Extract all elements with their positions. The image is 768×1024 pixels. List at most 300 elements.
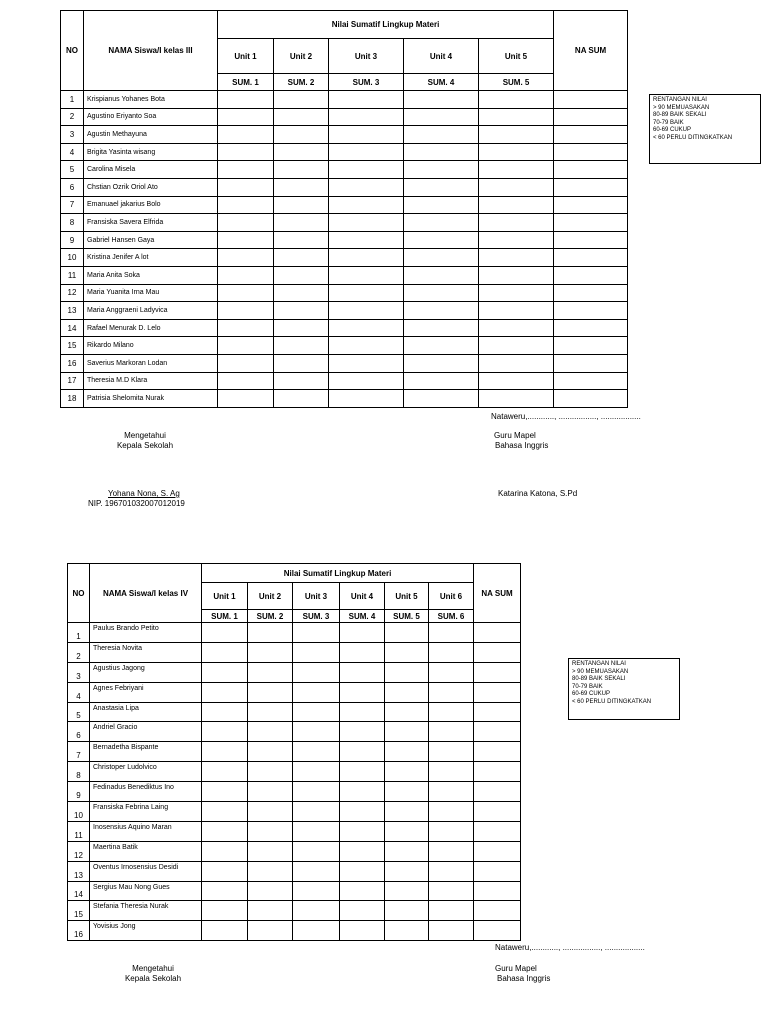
na-sum-cell — [554, 284, 628, 302]
score-cell — [248, 702, 293, 722]
table-row — [61, 178, 628, 196]
score-cell — [479, 214, 554, 232]
col-header-no: NO — [68, 564, 90, 623]
score-cell — [404, 161, 479, 179]
col-header-na-sum: NA SUM — [554, 11, 628, 91]
student-name: Fedinadus Benediktus Ino — [90, 782, 202, 802]
score-cell — [202, 921, 248, 941]
score-cell — [329, 91, 404, 109]
score-cell — [404, 354, 479, 372]
score-cell — [340, 662, 385, 682]
na-sum-cell — [474, 921, 521, 941]
na-sum-cell — [474, 702, 521, 722]
student-name: Sergius Mau Nong Gues — [90, 881, 202, 901]
na-sum-cell — [554, 266, 628, 284]
na-sum-cell — [554, 231, 628, 249]
score-cell — [202, 623, 248, 643]
score-cell — [293, 921, 340, 941]
na-sum-cell — [554, 126, 628, 144]
na-sum-cell — [474, 782, 521, 802]
table-row — [68, 722, 521, 742]
score-cell — [248, 682, 293, 702]
score-cell — [340, 742, 385, 762]
score-cell — [329, 302, 404, 320]
table-row — [68, 861, 521, 881]
score-range-legend — [649, 94, 761, 164]
table-row — [61, 161, 628, 179]
score-cell — [385, 841, 429, 861]
col-header-sum: SUM. 3 — [293, 610, 340, 623]
row-number: 6 — [68, 722, 90, 742]
table-row — [61, 390, 628, 408]
score-cell — [329, 231, 404, 249]
na-sum-cell — [474, 861, 521, 881]
score-cell — [248, 881, 293, 901]
student-name: Rafael Menurak D. Lelo — [84, 319, 218, 337]
score-cell — [218, 266, 274, 284]
score-cell — [340, 861, 385, 881]
score-cell — [404, 91, 479, 109]
signature-left-title-2: Kepala Sekolah — [116, 441, 174, 450]
score-cell — [385, 921, 429, 941]
legend-line: 60-69 CUKUP — [653, 127, 692, 133]
score-cell — [274, 196, 329, 214]
table-row — [68, 782, 521, 802]
na-sum-cell — [474, 841, 521, 861]
table-row — [61, 214, 628, 232]
student-name: Oventus Irnosensius Desidi — [90, 861, 202, 881]
table-row — [68, 921, 521, 941]
score-cell — [429, 861, 474, 881]
score-cell — [429, 921, 474, 941]
score-cell — [385, 861, 429, 881]
signature-right-title-1: Guru Mapel — [495, 964, 537, 973]
score-cell — [293, 742, 340, 762]
col-header-student-name: NAMA Siswa/I kelas IV — [90, 564, 202, 623]
student-name: Andriel Gracio — [90, 722, 202, 742]
score-cell — [329, 319, 404, 337]
student-name: Fransiska Savera Elfrida — [84, 214, 218, 232]
na-sum-cell — [474, 802, 521, 822]
score-cell — [202, 642, 248, 662]
row-number: 2 — [68, 642, 90, 662]
row-number: 16 — [68, 921, 90, 941]
score-cell — [218, 91, 274, 109]
score-cell — [429, 762, 474, 782]
student-name: Rikardo Milano — [84, 337, 218, 355]
row-number: 2 — [61, 108, 84, 126]
col-header-unit: Unit 5 — [385, 583, 429, 610]
row-number: 15 — [61, 337, 84, 355]
na-sum-cell — [554, 178, 628, 196]
score-cell — [248, 921, 293, 941]
score-cell — [274, 91, 329, 109]
score-cell — [202, 901, 248, 921]
score-cell — [202, 662, 248, 682]
score-cell — [293, 642, 340, 662]
score-cell — [340, 841, 385, 861]
row-number: 10 — [68, 802, 90, 822]
signature-right-title-2: Bahasa Inggris — [497, 974, 551, 983]
score-cell — [340, 782, 385, 802]
score-cell — [274, 126, 329, 144]
score-cell — [329, 126, 404, 144]
row-number: 4 — [61, 143, 84, 161]
legend-line: > 90 MEMUASAKAN — [653, 104, 710, 111]
na-sum-cell — [554, 390, 628, 408]
student-name: Yovisius Jong — [90, 921, 202, 941]
score-cell — [385, 762, 429, 782]
na-sum-cell — [474, 881, 521, 901]
score-cell — [248, 623, 293, 643]
student-name: Theresia Novita — [90, 642, 202, 662]
legend-line: < 60 PERLU DITINGKATKAN — [572, 698, 652, 705]
na-sum-cell — [474, 742, 521, 762]
legend-line: RENTANGAN NILAI — [653, 97, 707, 103]
student-name: Maria Anggraeni Ladyvica — [84, 302, 218, 320]
table-row — [68, 881, 521, 901]
row-number: 18 — [61, 390, 84, 408]
na-sum-cell — [554, 161, 628, 179]
col-header-sum: SUM. 3 — [329, 74, 404, 91]
na-sum-cell — [554, 302, 628, 320]
student-name: Agustius Jagong — [90, 662, 202, 682]
score-cell — [340, 722, 385, 742]
signature-left-title — [108, 964, 198, 984]
table-row — [68, 802, 521, 822]
score-cell — [293, 662, 340, 682]
score-cell — [479, 178, 554, 196]
student-name: Saverius Markoran Lodan — [84, 354, 218, 372]
score-cell — [218, 390, 274, 408]
score-cell — [202, 722, 248, 742]
col-header-sum: SUM. 4 — [404, 74, 479, 91]
score-cell — [248, 722, 293, 742]
score-cell — [404, 143, 479, 161]
score-cell — [429, 782, 474, 802]
student-name: Agnes Febriyani — [90, 682, 202, 702]
score-cell — [274, 231, 329, 249]
student-name: Maria Anita Soka — [84, 266, 218, 284]
table-row — [61, 337, 628, 355]
score-cell — [329, 196, 404, 214]
score-cell — [274, 266, 329, 284]
col-header-group: Nilai Sumatif Lingkup Materi — [202, 564, 474, 583]
row-number: 1 — [68, 623, 90, 643]
score-cell — [404, 178, 479, 196]
score-cell — [479, 161, 554, 179]
table-row — [61, 108, 628, 126]
score-cell — [274, 390, 329, 408]
na-sum-cell — [474, 682, 521, 702]
row-number: 6 — [61, 178, 84, 196]
score-cell — [340, 702, 385, 722]
score-cell — [218, 284, 274, 302]
table-row — [61, 372, 628, 390]
score-cell — [274, 372, 329, 390]
col-header-sum: SUM. 5 — [385, 610, 429, 623]
score-cell — [404, 126, 479, 144]
na-sum-cell — [474, 722, 521, 742]
score-cell — [429, 642, 474, 662]
score-cell — [293, 782, 340, 802]
na-sum-cell — [554, 249, 628, 267]
score-cell — [248, 742, 293, 762]
score-cell — [479, 337, 554, 355]
col-header-student-name: NAMA Siswa/I kelas III — [84, 11, 218, 91]
row-number: 5 — [68, 702, 90, 722]
score-cell — [329, 354, 404, 372]
row-number: 12 — [68, 841, 90, 861]
legend-line: < 60 PERLU DITINGKATKAN — [653, 134, 733, 141]
score-cell — [340, 921, 385, 941]
na-sum-cell — [474, 662, 521, 682]
col-header-sum: SUM. 4 — [340, 610, 385, 623]
score-cell — [340, 901, 385, 921]
row-number: 3 — [68, 662, 90, 682]
score-cell — [479, 390, 554, 408]
score-cell — [479, 126, 554, 144]
student-name: Chstian Ozrik Oriol Ato — [84, 178, 218, 196]
table-row — [68, 901, 521, 921]
score-cell — [329, 372, 404, 390]
score-cell — [479, 284, 554, 302]
row-number: 8 — [61, 214, 84, 232]
na-sum-cell — [554, 319, 628, 337]
score-cell — [329, 284, 404, 302]
score-cell — [218, 249, 274, 267]
table-row — [61, 354, 628, 372]
score-cell — [429, 722, 474, 742]
score-cell — [248, 762, 293, 782]
score-cell — [218, 231, 274, 249]
score-cell — [293, 821, 340, 841]
score-cell — [479, 108, 554, 126]
row-number: 15 — [68, 901, 90, 921]
score-cell — [293, 802, 340, 822]
student-name: Christoper Ludolvico — [90, 762, 202, 782]
row-number: 14 — [61, 319, 84, 337]
score-cell — [202, 702, 248, 722]
score-cell — [385, 881, 429, 901]
score-cell — [202, 821, 248, 841]
student-name: Gabriel Hansen Gaya — [84, 231, 218, 249]
score-cell — [404, 196, 479, 214]
row-number: 1 — [61, 91, 84, 109]
row-number: 14 — [68, 881, 90, 901]
score-cell — [404, 284, 479, 302]
score-cell — [340, 881, 385, 901]
signature-right-title-2: Bahasa Inggris — [495, 441, 549, 450]
table-row — [61, 302, 628, 320]
place-date-line: Nataweru,............, ................., .................. — [495, 943, 645, 952]
score-cell — [248, 802, 293, 822]
row-number: 17 — [61, 372, 84, 390]
score-cell — [404, 231, 479, 249]
score-cell — [248, 662, 293, 682]
teacher-name: Katarina Katona, S.Pd — [498, 489, 578, 498]
table-row — [61, 249, 628, 267]
row-number: 9 — [68, 782, 90, 802]
score-cell — [202, 881, 248, 901]
score-cell — [329, 266, 404, 284]
score-cell — [479, 372, 554, 390]
signature-left-block — [88, 489, 185, 509]
score-cell — [248, 841, 293, 861]
score-cell — [274, 214, 329, 232]
col-header-sum: SUM. 2 — [274, 74, 329, 91]
score-cell — [293, 861, 340, 881]
score-cell — [404, 372, 479, 390]
student-name: Carolina Misela — [84, 161, 218, 179]
score-cell — [404, 337, 479, 355]
col-header-unit: Unit 1 — [202, 583, 248, 610]
score-cell — [293, 623, 340, 643]
table-row — [68, 623, 521, 643]
score-cell — [202, 861, 248, 881]
score-cell — [274, 161, 329, 179]
score-cell — [218, 354, 274, 372]
signature-left-title-1: Mengetahui — [132, 964, 174, 973]
score-cell — [218, 337, 274, 355]
na-sum-cell — [474, 821, 521, 841]
score-cell — [385, 722, 429, 742]
student-name: Brigita Yasinta wisang — [84, 143, 218, 161]
score-cell — [218, 302, 274, 320]
col-header-unit: Unit 1 — [218, 39, 274, 74]
table-row — [68, 642, 521, 662]
grade-table-class-4 — [67, 563, 521, 941]
score-cell — [429, 821, 474, 841]
score-cell — [274, 302, 329, 320]
student-name: Theresia M.D Klara — [84, 372, 218, 390]
score-cell — [385, 901, 429, 921]
score-cell — [385, 642, 429, 662]
score-cell — [340, 821, 385, 841]
score-cell — [385, 742, 429, 762]
score-cell — [385, 623, 429, 643]
score-cell — [479, 231, 554, 249]
headmaster-nip: NIP. 196701032007012019 — [88, 499, 185, 508]
table-row — [68, 742, 521, 762]
score-cell — [293, 901, 340, 921]
score-cell — [429, 682, 474, 702]
score-cell — [479, 302, 554, 320]
student-name: Anastasia Lipa — [90, 702, 202, 722]
score-cell — [329, 178, 404, 196]
score-cell — [429, 623, 474, 643]
col-header-unit: Unit 6 — [429, 583, 474, 610]
score-cell — [329, 143, 404, 161]
student-name: Maria Yuanita Irna Mau — [84, 284, 218, 302]
table-row — [61, 231, 628, 249]
student-name: Emanuael jakarius Bolo — [84, 196, 218, 214]
score-cell — [329, 108, 404, 126]
score-cell — [248, 821, 293, 841]
score-cell — [329, 161, 404, 179]
col-header-na-sum: NA SUM — [474, 564, 521, 623]
signature-right-title-1: Guru Mapel — [494, 431, 536, 440]
col-header-unit: Unit 4 — [340, 583, 385, 610]
row-number: 11 — [68, 821, 90, 841]
student-name: Inosensius Aquino Maran — [90, 821, 202, 841]
score-cell — [340, 762, 385, 782]
score-cell — [274, 143, 329, 161]
score-cell — [429, 662, 474, 682]
score-cell — [248, 642, 293, 662]
col-header-sum: SUM. 1 — [202, 610, 248, 623]
row-number: 4 — [68, 682, 90, 702]
signature-left-title-2: Kepala Sekolah — [124, 974, 182, 983]
score-cell — [429, 881, 474, 901]
score-cell — [274, 284, 329, 302]
na-sum-cell — [554, 214, 628, 232]
score-cell — [340, 642, 385, 662]
score-cell — [274, 108, 329, 126]
table-row — [68, 682, 521, 702]
table-row — [61, 196, 628, 214]
row-number: 7 — [61, 196, 84, 214]
score-cell — [274, 249, 329, 267]
row-number: 7 — [68, 742, 90, 762]
signature-left-title — [100, 431, 190, 451]
col-header-unit: Unit 2 — [274, 39, 329, 74]
score-cell — [202, 802, 248, 822]
table-row — [61, 284, 628, 302]
grade-table-class-3 — [60, 10, 628, 408]
score-cell — [404, 266, 479, 284]
row-number: 12 — [61, 284, 84, 302]
place-date-line: Nataweru,............, ................., .................. — [491, 412, 641, 421]
col-header-no: NO — [61, 11, 84, 91]
na-sum-cell — [554, 337, 628, 355]
score-cell — [293, 722, 340, 742]
score-cell — [293, 682, 340, 702]
score-cell — [329, 249, 404, 267]
col-header-group: Nilai Sumatif Lingkup Materi — [218, 11, 554, 39]
score-cell — [202, 762, 248, 782]
student-name: Agustin Methayuna — [84, 126, 218, 144]
na-sum-cell — [554, 143, 628, 161]
score-cell — [218, 161, 274, 179]
score-cell — [248, 861, 293, 881]
na-sum-cell — [554, 108, 628, 126]
score-cell — [218, 214, 274, 232]
legend-line: > 90 MEMUASAKAN — [572, 668, 629, 675]
score-cell — [429, 841, 474, 861]
legend-line: RENTANGAN NILAI — [572, 661, 626, 667]
table-row — [68, 762, 521, 782]
student-name: Fransiska Febrina Laing — [90, 802, 202, 822]
score-cell — [248, 782, 293, 802]
headmaster-name: Yohana Nona, S. Ag — [108, 489, 180, 498]
score-cell — [274, 319, 329, 337]
score-cell — [329, 390, 404, 408]
table-row — [61, 319, 628, 337]
col-header-unit: Unit 2 — [248, 583, 293, 610]
col-header-unit: Unit 3 — [293, 583, 340, 610]
score-cell — [385, 821, 429, 841]
score-cell — [202, 782, 248, 802]
row-number: 3 — [61, 126, 84, 144]
col-header-sum: SUM. 1 — [218, 74, 274, 91]
student-name: Krispianus Yohanes Bota — [84, 91, 218, 109]
score-cell — [429, 742, 474, 762]
row-number: 11 — [61, 266, 84, 284]
score-cell — [479, 319, 554, 337]
score-cell — [385, 662, 429, 682]
score-cell — [248, 901, 293, 921]
